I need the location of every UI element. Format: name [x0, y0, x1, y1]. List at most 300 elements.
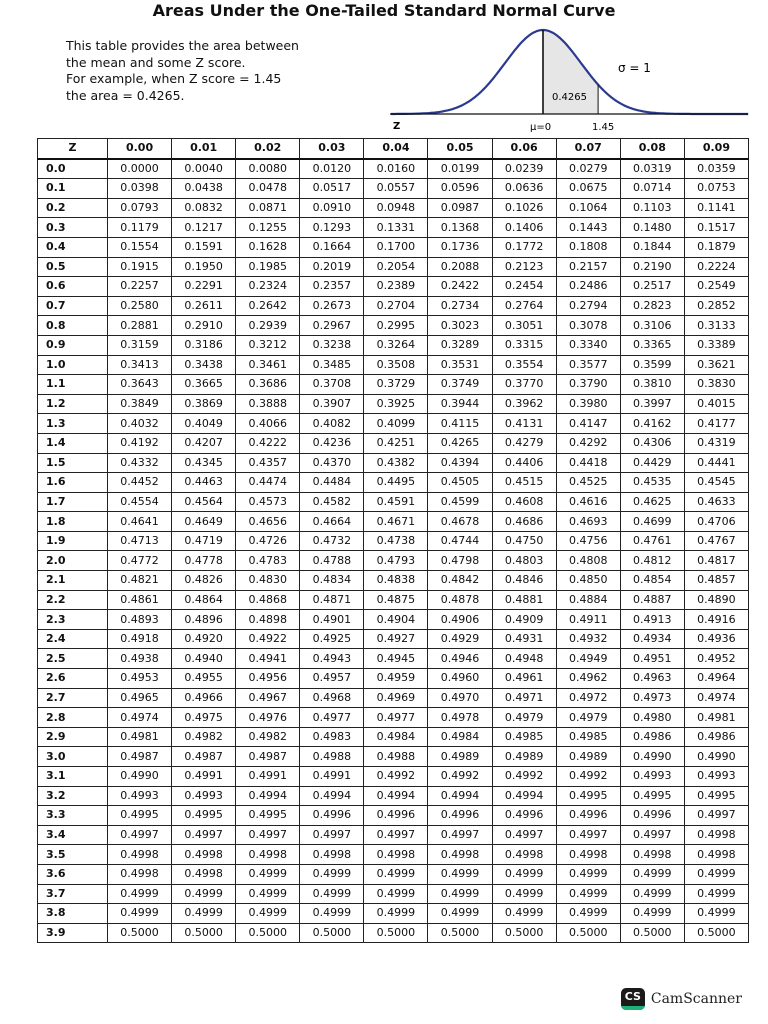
- table-row: [38, 551, 749, 571]
- z-axis-label: Z: [393, 121, 401, 132]
- header-col: 0.01: [172, 139, 236, 159]
- area-cell: 0.4982: [172, 727, 236, 747]
- area-cell: 0.4997: [492, 825, 556, 845]
- table-row: [38, 453, 749, 473]
- area-cell: 0.4821: [108, 571, 172, 591]
- area-cell: 0.4505: [428, 473, 492, 493]
- area-cell: 0.4940: [172, 649, 236, 669]
- area-cell: 0.4993: [172, 786, 236, 806]
- area-cell: 0.4999: [236, 904, 300, 924]
- area-cell: 0.4918: [108, 629, 172, 649]
- table-row: [38, 825, 749, 845]
- normal-curve-diagram: [380, 18, 750, 136]
- area-cell: 0.4192: [108, 433, 172, 453]
- area-cell: 0.4441: [684, 453, 748, 473]
- area-cell: 0.4808: [556, 551, 620, 571]
- area-cell: 0.4898: [236, 610, 300, 630]
- area-cell: 0.4452: [108, 473, 172, 493]
- area-cell: 0.2389: [364, 277, 428, 297]
- intro-line: the mean and some Z score.: [66, 54, 246, 70]
- header-z: Z: [38, 139, 108, 159]
- table-row: [38, 218, 749, 238]
- z-value-cell: 1.5: [38, 453, 108, 473]
- area-cell: 0.0199: [428, 159, 492, 179]
- area-cell: 0.4015: [684, 394, 748, 414]
- area-cell: 0.2580: [108, 296, 172, 316]
- area-cell: 0.4993: [108, 786, 172, 806]
- area-cell: 0.3869: [172, 394, 236, 414]
- table-row: [38, 904, 749, 924]
- area-cell: 0.4995: [172, 806, 236, 826]
- area-cell: 0.4222: [236, 433, 300, 453]
- area-cell: 0.4656: [236, 512, 300, 532]
- area-cell: 0.1480: [620, 218, 684, 238]
- intro-line: This table provides the area between: [66, 38, 299, 53]
- header-col: 0.05: [428, 139, 492, 159]
- area-cell: 0.4884: [556, 590, 620, 610]
- area-cell: 0.4633: [684, 492, 748, 512]
- area-cell: 0.4975: [172, 708, 236, 728]
- area-cell: 0.2054: [364, 257, 428, 277]
- area-cell: 0.4875: [364, 590, 428, 610]
- area-cell: 0.0753: [684, 179, 748, 199]
- table-row: [38, 610, 749, 630]
- area-cell: 0.4738: [364, 531, 428, 551]
- area-cell: 0.3907: [300, 394, 364, 414]
- z-value-cell: 3.8: [38, 904, 108, 924]
- area-cell: 0.4996: [556, 806, 620, 826]
- area-cell: 0.4999: [492, 864, 556, 884]
- area-cell: 0.1985: [236, 257, 300, 277]
- z-value-cell: 2.4: [38, 629, 108, 649]
- area-cell: 0.4370: [300, 453, 364, 473]
- area-cell: 0.2517: [620, 277, 684, 297]
- area-cell: 0.0948: [364, 198, 428, 218]
- area-cell: 0.4904: [364, 610, 428, 630]
- area-cell: 0.2794: [556, 296, 620, 316]
- area-cell: 0.3554: [492, 355, 556, 375]
- area-cell: 0.4756: [556, 531, 620, 551]
- area-cell: 0.5000: [364, 923, 428, 943]
- area-cell: 0.4973: [620, 688, 684, 708]
- area-cell: 0.2549: [684, 277, 748, 297]
- area-cell: 0.1950: [172, 257, 236, 277]
- area-cell: 0.4834: [300, 571, 364, 591]
- area-cell: 0.4945: [364, 649, 428, 669]
- area-cell: 0.4999: [428, 864, 492, 884]
- area-cell: 0.4999: [620, 864, 684, 884]
- area-cell: 0.4957: [300, 669, 364, 689]
- area-cell: 0.4995: [620, 786, 684, 806]
- area-cell: 0.3186: [172, 335, 236, 355]
- intro-text: [66, 38, 356, 104]
- intro-line: the area = 0.4265.: [66, 87, 185, 103]
- area-cell: 0.4996: [620, 806, 684, 826]
- area-cell: 0.3770: [492, 375, 556, 395]
- area-cell: 0.4997: [684, 806, 748, 826]
- header-col: 0.00: [108, 139, 172, 159]
- area-cell: 0.3643: [108, 375, 172, 395]
- z-value-cell: 2.8: [38, 708, 108, 728]
- area-cell: 0.4719: [172, 531, 236, 551]
- z-value-cell: 3.9: [38, 923, 108, 943]
- area-cell: 0.1293: [300, 218, 364, 238]
- area-cell: 0.3729: [364, 375, 428, 395]
- z-value-cell: 0.2: [38, 198, 108, 218]
- area-cell: 0.4991: [172, 767, 236, 787]
- area-cell: 0.4995: [556, 786, 620, 806]
- area-cell: 0.4998: [364, 845, 428, 865]
- area-cell: 0.3749: [428, 375, 492, 395]
- area-cell: 0.4976: [236, 708, 300, 728]
- area-cell: 0.4788: [300, 551, 364, 571]
- area-cell: 0.0160: [364, 159, 428, 179]
- area-cell: 0.1103: [620, 198, 684, 218]
- area-cell: 0.0557: [364, 179, 428, 199]
- area-cell: 0.1064: [556, 198, 620, 218]
- area-cell: 0.4744: [428, 531, 492, 551]
- area-cell: 0.5000: [620, 923, 684, 943]
- area-cell: 0.4999: [492, 884, 556, 904]
- area-cell: 0.4998: [236, 845, 300, 865]
- area-cell: 0.4978: [428, 708, 492, 728]
- table-row: [38, 512, 749, 532]
- area-cell: 0.4986: [684, 727, 748, 747]
- table-row: [38, 473, 749, 493]
- area-cell: 0.3289: [428, 335, 492, 355]
- area-cell: 0.1554: [108, 237, 172, 257]
- z-value-cell: 0.8: [38, 316, 108, 336]
- area-cell: 0.2454: [492, 277, 556, 297]
- area-cell: 0.3810: [620, 375, 684, 395]
- area-cell: 0.4671: [364, 512, 428, 532]
- sigma-label: σ = 1: [618, 61, 651, 75]
- z-value-label: 1.45: [592, 122, 615, 133]
- area-cell: 0.4767: [684, 531, 748, 551]
- area-cell: 0.4678: [428, 512, 492, 532]
- area-cell: 0.4963: [620, 669, 684, 689]
- area-cell: 0.4812: [620, 551, 684, 571]
- area-cell: 0.4929: [428, 629, 492, 649]
- area-cell: 0.4974: [108, 708, 172, 728]
- z-value-cell: 1.3: [38, 414, 108, 434]
- area-cell: 0.4998: [684, 845, 748, 865]
- area-cell: 0.4515: [492, 473, 556, 493]
- area-cell: 0.4986: [620, 727, 684, 747]
- area-cell: 0.4830: [236, 571, 300, 591]
- area-cell: 0.5000: [300, 923, 364, 943]
- area-cell: 0.2910: [172, 316, 236, 336]
- area-cell: 0.2291: [172, 277, 236, 297]
- area-cell: 0.4999: [108, 884, 172, 904]
- area-cell: 0.4798: [428, 551, 492, 571]
- area-cell: 0.4992: [428, 767, 492, 787]
- area-cell: 0.4932: [556, 629, 620, 649]
- area-cell: 0.2224: [684, 257, 748, 277]
- table-row: [38, 316, 749, 336]
- area-cell: 0.4783: [236, 551, 300, 571]
- area-cell: 0.4999: [364, 864, 428, 884]
- area-cell: 0.3944: [428, 394, 492, 414]
- area-cell: 0.4994: [236, 786, 300, 806]
- area-cell: 0.4664: [300, 512, 364, 532]
- area-cell: 0.4987: [172, 747, 236, 767]
- area-cell: 0.4988: [300, 747, 364, 767]
- z-value-cell: 1.0: [38, 355, 108, 375]
- area-cell: 0.3686: [236, 375, 300, 395]
- area-cell: 0.1255: [236, 218, 300, 238]
- z-value-cell: 0.3: [38, 218, 108, 238]
- area-cell: 0.1368: [428, 218, 492, 238]
- area-cell: 0.4382: [364, 453, 428, 473]
- area-cell: 0.4857: [684, 571, 748, 591]
- table-row: [38, 767, 749, 787]
- area-cell: 0.4911: [556, 610, 620, 630]
- area-cell: 0.4916: [684, 610, 748, 630]
- area-cell: 0.4936: [684, 629, 748, 649]
- table-row: [38, 747, 749, 767]
- table-row: [38, 159, 749, 179]
- area-cell: 0.4955: [172, 669, 236, 689]
- area-cell: 0.4999: [364, 884, 428, 904]
- area-cell: 0.2257: [108, 277, 172, 297]
- area-cell: 0.3023: [428, 316, 492, 336]
- z-value-cell: 0.5: [38, 257, 108, 277]
- area-cell: 0.4995: [236, 806, 300, 826]
- area-cell: 0.4999: [684, 884, 748, 904]
- z-value-cell: 1.4: [38, 433, 108, 453]
- area-cell: 0.4686: [492, 512, 556, 532]
- area-cell: 0.4967: [236, 688, 300, 708]
- table-row: [38, 394, 749, 414]
- z-value-cell: 1.7: [38, 492, 108, 512]
- table-row: [38, 806, 749, 826]
- area-cell: 0.4998: [684, 825, 748, 845]
- area-cell: 0.4987: [108, 747, 172, 767]
- area-cell: 0.0120: [300, 159, 364, 179]
- header-col: 0.09: [684, 139, 748, 159]
- area-cell: 0.0793: [108, 198, 172, 218]
- table-row: [38, 179, 749, 199]
- area-cell: 0.2190: [620, 257, 684, 277]
- area-cell: 0.4962: [556, 669, 620, 689]
- z-table: [37, 138, 749, 943]
- area-cell: 0.4306: [620, 433, 684, 453]
- area-cell: 0.1664: [300, 237, 364, 257]
- area-cell: 0.4236: [300, 433, 364, 453]
- area-cell: 0.1736: [428, 237, 492, 257]
- area-cell: 0.4649: [172, 512, 236, 532]
- area-cell: 0.0398: [108, 179, 172, 199]
- area-cell: 0.4977: [364, 708, 428, 728]
- area-cell: 0.4406: [492, 453, 556, 473]
- z-value-cell: 3.1: [38, 767, 108, 787]
- area-cell: 0.4115: [428, 414, 492, 434]
- area-cell: 0.3159: [108, 335, 172, 355]
- area-cell: 0.4793: [364, 551, 428, 571]
- table-row: [38, 335, 749, 355]
- area-cell: 0.4131: [492, 414, 556, 434]
- area-cell: 0.4878: [428, 590, 492, 610]
- area-cell: 0.4909: [492, 610, 556, 630]
- header-col: 0.08: [620, 139, 684, 159]
- area-label: 0.4265: [552, 92, 587, 103]
- area-cell: 0.4977: [300, 708, 364, 728]
- area-cell: 0.4998: [556, 845, 620, 865]
- area-cell: 0.4868: [236, 590, 300, 610]
- area-cell: 0.2088: [428, 257, 492, 277]
- area-cell: 0.4998: [620, 845, 684, 865]
- area-cell: 0.4953: [108, 669, 172, 689]
- area-cell: 0.3925: [364, 394, 428, 414]
- area-cell: 0.4999: [108, 904, 172, 924]
- z-value-cell: 0.6: [38, 277, 108, 297]
- area-cell: 0.3389: [684, 335, 748, 355]
- area-cell: 0.4948: [492, 649, 556, 669]
- area-cell: 0.4993: [684, 767, 748, 787]
- table-row: [38, 786, 749, 806]
- area-cell: 0.4817: [684, 551, 748, 571]
- area-cell: 0.2422: [428, 277, 492, 297]
- area-cell: 0.4999: [236, 864, 300, 884]
- area-cell: 0.1628: [236, 237, 300, 257]
- area-cell: 0.3577: [556, 355, 620, 375]
- area-cell: 0.4999: [492, 904, 556, 924]
- area-cell: 0.4981: [684, 708, 748, 728]
- area-cell: 0.3849: [108, 394, 172, 414]
- area-cell: 0.4997: [556, 825, 620, 845]
- table-row: [38, 845, 749, 865]
- header-row: [38, 139, 749, 159]
- area-cell: 0.1808: [556, 237, 620, 257]
- area-cell: 0.4925: [300, 629, 364, 649]
- area-cell: 0.0596: [428, 179, 492, 199]
- area-cell: 0.4999: [556, 904, 620, 924]
- z-value-cell: 3.0: [38, 747, 108, 767]
- area-cell: 0.4699: [620, 512, 684, 532]
- area-cell: 0.4981: [108, 727, 172, 747]
- area-cell: 0.4082: [300, 414, 364, 434]
- area-cell: 0.4990: [108, 767, 172, 787]
- area-cell: 0.4732: [300, 531, 364, 551]
- area-cell: 0.4983: [300, 727, 364, 747]
- area-cell: 0.4418: [556, 453, 620, 473]
- table-row: [38, 923, 749, 943]
- area-cell: 0.5000: [108, 923, 172, 943]
- area-cell: 0.3212: [236, 335, 300, 355]
- area-cell: 0.4989: [428, 747, 492, 767]
- area-cell: 0.2852: [684, 296, 748, 316]
- area-cell: 0.3078: [556, 316, 620, 336]
- z-value-cell: 3.4: [38, 825, 108, 845]
- area-cell: 0.4890: [684, 590, 748, 610]
- area-cell: 0.1844: [620, 237, 684, 257]
- area-cell: 0.4927: [364, 629, 428, 649]
- area-cell: 0.4850: [556, 571, 620, 591]
- area-cell: 0.4999: [300, 884, 364, 904]
- area-cell: 0.0000: [108, 159, 172, 179]
- area-cell: 0.4979: [556, 708, 620, 728]
- area-cell: 0.4251: [364, 433, 428, 453]
- area-cell: 0.4997: [620, 825, 684, 845]
- z-value-cell: 0.0: [38, 159, 108, 179]
- area-cell: 0.4803: [492, 551, 556, 571]
- area-cell: 0.4980: [620, 708, 684, 728]
- area-cell: 0.4943: [300, 649, 364, 669]
- z-value-cell: 2.2: [38, 590, 108, 610]
- area-cell: 0.4625: [620, 492, 684, 512]
- area-cell: 0.4994: [364, 786, 428, 806]
- area-cell: 0.4999: [684, 864, 748, 884]
- area-cell: 0.3980: [556, 394, 620, 414]
- area-cell: 0.4996: [364, 806, 428, 826]
- table-row: [38, 257, 749, 277]
- area-cell: 0.4177: [684, 414, 748, 434]
- area-cell: 0.4554: [108, 492, 172, 512]
- z-value-cell: 1.8: [38, 512, 108, 532]
- area-cell: 0.4999: [556, 884, 620, 904]
- area-cell: 0.4998: [108, 845, 172, 865]
- area-cell: 0.4996: [492, 806, 556, 826]
- area-cell: 0.4931: [492, 629, 556, 649]
- table-row: [38, 884, 749, 904]
- area-cell: 0.5000: [492, 923, 556, 943]
- area-cell: 0.4854: [620, 571, 684, 591]
- area-cell: 0.4871: [300, 590, 364, 610]
- area-cell: 0.4474: [236, 473, 300, 493]
- table-row: [38, 688, 749, 708]
- area-cell: 0.2611: [172, 296, 236, 316]
- z-value-cell: 1.1: [38, 375, 108, 395]
- area-cell: 0.4956: [236, 669, 300, 689]
- table-row: [38, 237, 749, 257]
- area-cell: 0.4982: [236, 727, 300, 747]
- area-cell: 0.4495: [364, 473, 428, 493]
- area-cell: 0.0359: [684, 159, 748, 179]
- area-cell: 0.2881: [108, 316, 172, 336]
- z-value-cell: 3.7: [38, 884, 108, 904]
- table-row: [38, 277, 749, 297]
- area-cell: 0.4750: [492, 531, 556, 551]
- z-value-cell: 0.1: [38, 179, 108, 199]
- table-row: [38, 198, 749, 218]
- area-cell: 0.4357: [236, 453, 300, 473]
- z-value-cell: 0.4: [38, 237, 108, 257]
- table-row: [38, 296, 749, 316]
- area-cell: 0.2995: [364, 316, 428, 336]
- area-cell: 0.4279: [492, 433, 556, 453]
- intro-line: For example, when Z score = 1.45: [66, 71, 282, 86]
- table-row: [38, 649, 749, 669]
- z-value-cell: 2.7: [38, 688, 108, 708]
- area-cell: 0.4972: [556, 688, 620, 708]
- area-cell: 0.4999: [300, 864, 364, 884]
- area-cell: 0.0438: [172, 179, 236, 199]
- area-cell: 0.4961: [492, 669, 556, 689]
- area-cell: 0.3315: [492, 335, 556, 355]
- area-cell: 0.4989: [556, 747, 620, 767]
- area-cell: 0.4993: [620, 767, 684, 787]
- area-cell: 0.1700: [364, 237, 428, 257]
- area-cell: 0.4706: [684, 512, 748, 532]
- area-cell: 0.4887: [620, 590, 684, 610]
- area-cell: 0.4616: [556, 492, 620, 512]
- table-row: [38, 355, 749, 375]
- area-cell: 0.4998: [108, 864, 172, 884]
- area-cell: 0.4846: [492, 571, 556, 591]
- area-cell: 0.4992: [364, 767, 428, 787]
- area-cell: 0.4861: [108, 590, 172, 610]
